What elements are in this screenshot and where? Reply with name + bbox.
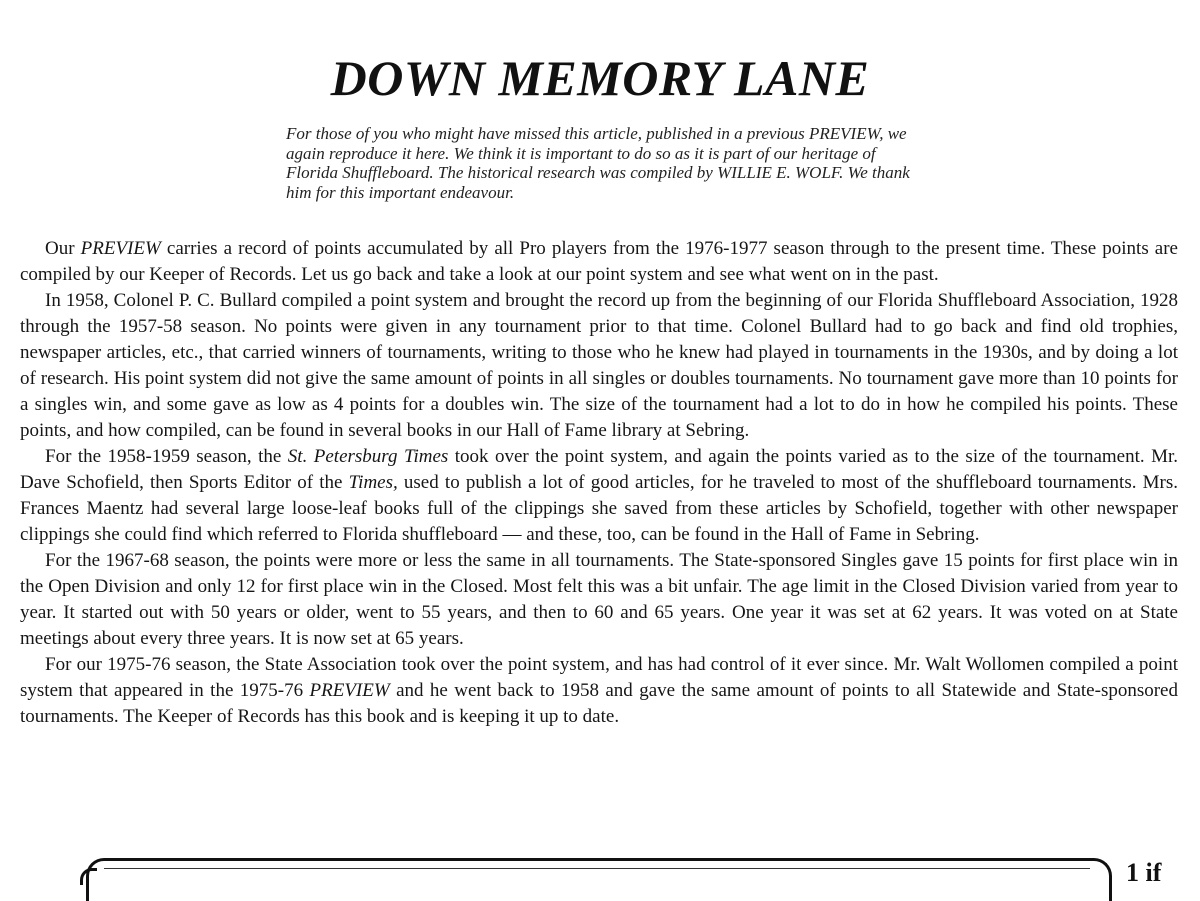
intro-author: WILLIE E. WOLF	[717, 163, 840, 182]
paragraph-2: In 1958, Colonel P. C. Bullard compiled a point system and brought the record up from the beginning of our Florida Shuffleboard Association, 1928 through the 1957-58 season. No points were given in any tournament prior to that time. Colonel Bullard had to go back and find old trophies, newspaper articles, etc., that carried winners of tournaments, writing to those who he knew had played in tournaments in the 1930s, and by doing a lot of research. His point system did not give the same amount of points in all singles or doubles tournaments. No tournament gave more than 10 points for a singles win, and some gave as low as 4 points for a doubles win. The size of the tournament had a lot to do in how he compiled his points. These points, and how compiled, can be found in several books in our Hall of Fame library at Sebring.	[20, 290, 1178, 441]
paragraph-3-text-c: used to publish a lot of good articles, for he traveled to most of the shuffleboard tournaments. Mrs. Frances Maentz had several large loose-leaf books full of the clippings she saved from these articles by Schofield, together with other newspaper clippings she could find which referred to Florida shuffleboard — and these, too, can be found in the Hall of Fame in Sebring.	[20, 472, 1178, 545]
paragraph-5-preview: PREVIEW	[309, 680, 390, 701]
paragraph-3-newspaper: St. Petersburg Times	[287, 446, 449, 467]
paragraph-5	[20, 652, 1178, 730]
paragraph-1	[20, 236, 1178, 288]
paragraph-1-text-b: carries a record of points accumulated by all Pro players from the 1976-1977 season through to the present time. These points are compiled by our Keeper of Records. Let us go back and take a look at our point system and see what went on in the past.	[20, 238, 1178, 285]
intro-text-1: For those of you who might have missed this article, published in a previous	[286, 124, 805, 143]
intro-text-3: . We thank him for this important endeavour.	[286, 163, 910, 202]
cut-off-text-fragment: 1 if	[1126, 858, 1162, 887]
intro-note	[286, 124, 926, 202]
paragraph-3-times: Times,	[348, 472, 398, 493]
paragraph-1-preview: PREVIEW	[80, 238, 161, 259]
article-title: DOWN MEMORY LANE	[330, 50, 870, 106]
paragraph-4: For the 1967-68 season, the points were more or less the same in all tournaments. The State-sponsored Singles gave 15 points for first place win in the Open Division and only 12 for first place win in the Closed. Most felt this was a bit unfair. The age limit in the Closed Division varied from year to year. It started out with 50 years or older, went to 55 years, and then to 60 and 65 years. One year it was set at 62 years. It was voted on at State meetings about every three years. It is now set at 65 years.	[20, 550, 1178, 649]
paragraph-3-text-b: took over the point system, and again the points varied as to the size of the tournament. Mr. Dave Schofield, then Sports Editor of the	[20, 446, 1178, 493]
paragraph-5-text-b: and he went back to 1958 and gave the same amount of points to all Statewide and State-sponsored tournaments. The Keeper of Records has this book and is keeping it up to date.	[20, 680, 1178, 727]
article-body	[20, 236, 1178, 730]
paragraph-1-text-a: Our	[45, 238, 81, 259]
bordered-box-inner-rule	[104, 868, 1090, 899]
intro-preview-name: PREVIEW	[809, 124, 880, 143]
paragraph-3	[20, 444, 1178, 548]
intro-text-2: , we again reproduce it here. We think it is important to do so as it is part of our heritage of Florida Shuffleboard. The historical research was compiled by	[286, 124, 907, 182]
paragraph-5-text-a: For our 1975-76 season, the State Association took over the point system, and has had control of it ever since. Mr. Walt Wollomen compiled a point system that appeared in the 1975-76	[20, 654, 1178, 701]
paragraph-3-text-a: For the 1958-1959 season, the	[45, 446, 288, 467]
intro-paragraph	[286, 124, 926, 202]
